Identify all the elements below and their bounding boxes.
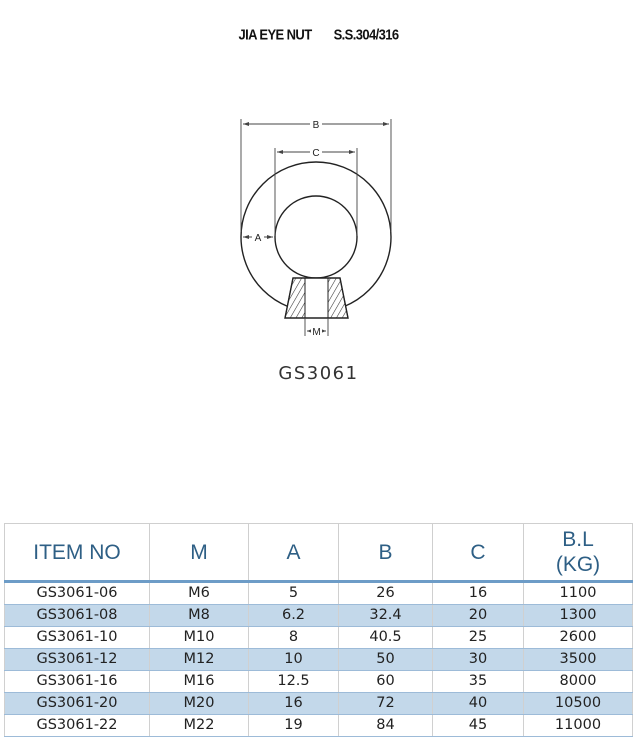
cell-c: 16 (433, 582, 524, 605)
cell-c: 30 (433, 649, 524, 671)
dim-label-c: C (312, 148, 320, 159)
cell-item-no: GS3061-22 (5, 715, 150, 737)
material-spec: S.S.304/316 (333, 25, 399, 44)
table-row (5, 605, 633, 627)
cell-a: 12.5 (249, 671, 339, 693)
cell-m: M20 (150, 693, 249, 715)
col-header-bl: B.L (562, 528, 594, 551)
cell-c: 20 (433, 605, 524, 627)
cell-b: 26 (339, 582, 433, 605)
cell-item-no: GS3061-10 (5, 627, 150, 649)
table-row (5, 649, 633, 671)
cell-bl: 8000 (524, 671, 633, 693)
col-header-m: M (150, 524, 249, 582)
cell-m: M22 (150, 715, 249, 737)
cell-bl: 1300 (524, 605, 633, 627)
table-row (5, 582, 633, 605)
spec-table (4, 523, 633, 737)
cell-m: M16 (150, 671, 249, 693)
cell-b: 84 (339, 715, 433, 737)
cell-c: 35 (433, 671, 524, 693)
cell-b: 60 (339, 671, 433, 693)
col-header-breaking-load (524, 524, 633, 582)
cell-bl: 2600 (524, 627, 633, 649)
eye-nut-drawing (0, 0, 637, 360)
model-number: GS3061 (278, 363, 359, 384)
cell-m: M6 (150, 582, 249, 605)
table-header-row (5, 524, 633, 582)
product-name: JIA EYE NUT (238, 25, 312, 44)
table-row (5, 693, 633, 715)
cell-bl: 1100 (524, 582, 633, 605)
cell-m: M8 (150, 605, 249, 627)
cell-bl: 11000 (524, 715, 633, 737)
cell-b: 72 (339, 693, 433, 715)
cell-m: M10 (150, 627, 249, 649)
dim-label-b: B (312, 120, 320, 131)
cell-item-no: GS3061-20 (5, 693, 150, 715)
cell-a: 5 (249, 582, 339, 605)
table-row (5, 671, 633, 693)
dim-label-a: A (254, 233, 262, 244)
cell-bl: 10500 (524, 693, 633, 715)
cell-b: 50 (339, 649, 433, 671)
cell-a: 10 (249, 649, 339, 671)
cell-item-no: GS3061-06 (5, 582, 150, 605)
col-header-b: B (339, 524, 433, 582)
cell-b: 32.4 (339, 605, 433, 627)
col-header-c: C (433, 524, 524, 582)
col-header-kg: (KG) (555, 553, 601, 576)
table-row (5, 715, 633, 737)
threaded-shank (285, 278, 348, 318)
cell-a: 8 (249, 627, 339, 649)
cell-c: 40 (433, 693, 524, 715)
cell-a: 19 (249, 715, 339, 737)
cell-b: 40.5 (339, 627, 433, 649)
cell-item-no: GS3061-12 (5, 649, 150, 671)
dim-label-m: M (312, 327, 321, 338)
cell-item-no: GS3061-16 (5, 671, 150, 693)
cell-bl: 3500 (524, 649, 633, 671)
cell-a: 6.2 (249, 605, 339, 627)
cell-item-no: GS3061-08 (5, 605, 150, 627)
table-row (5, 627, 633, 649)
col-header-item-no: ITEM NO (5, 524, 150, 582)
eye-ring-inner (275, 196, 357, 278)
cell-c: 45 (433, 715, 524, 737)
col-header-a: A (249, 524, 339, 582)
cell-m: M12 (150, 649, 249, 671)
cell-c: 25 (433, 627, 524, 649)
cell-a: 16 (249, 693, 339, 715)
